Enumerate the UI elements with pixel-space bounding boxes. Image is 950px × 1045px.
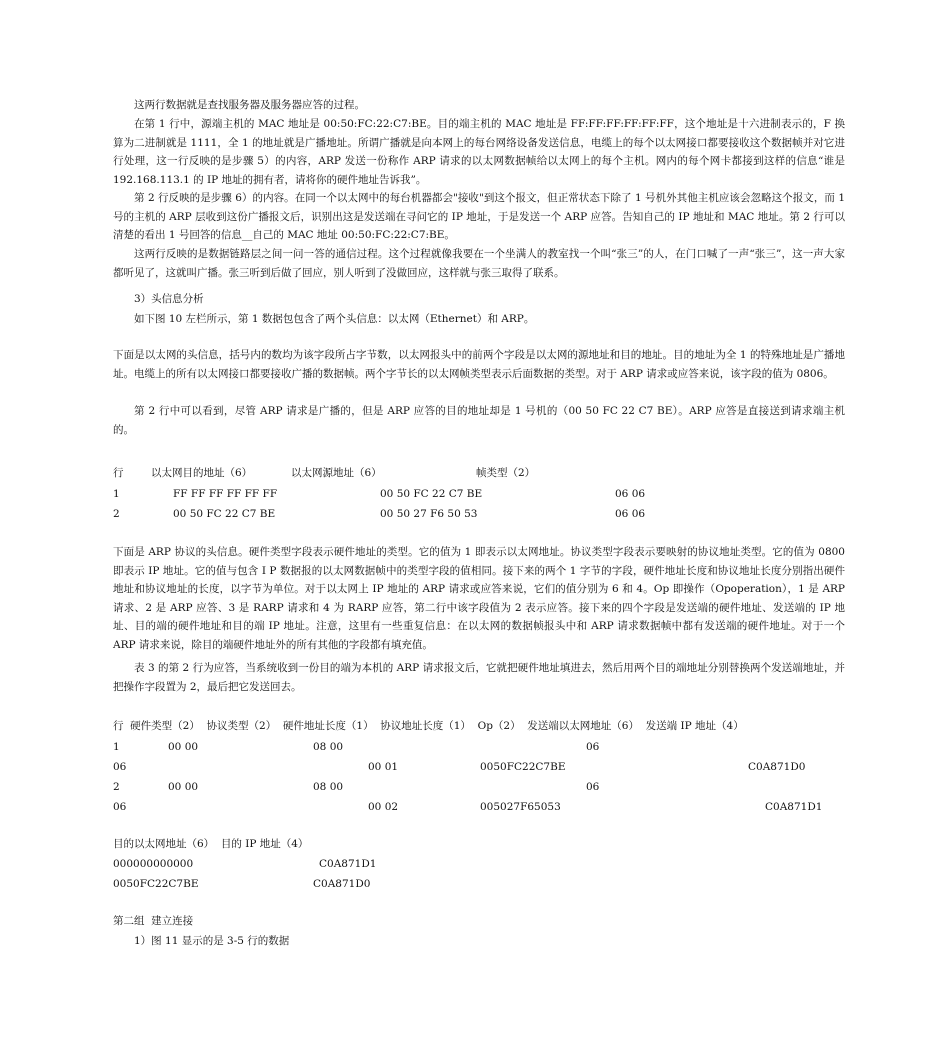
arp-row1-sender-mac: 0050FC22C7BE	[480, 761, 566, 773]
eth-row2-src: 00 50 27 F6 50 53	[380, 508, 478, 520]
target-row2-ip: C0A871D0	[313, 878, 371, 890]
eth-row1-src: 00 50 FC 22 C7 BE	[380, 488, 483, 500]
arp-row2-proto-len: 06	[113, 801, 127, 813]
arp-row2-num: 2	[113, 781, 120, 793]
arp-row2-proto-type: 08 00	[313, 781, 344, 793]
eth-row2-num: 2	[113, 508, 120, 520]
eth-row1-dest: FF FF FF FF FF FF	[173, 488, 278, 500]
paragraph-arp-reply-table3: 表 3 的第 2 行为应答，当系统收到一份目的端为本机的 ARP 请求报文后，它就把硬件地址填进去，然后用两个目的端地址分别替换两个发送端地址，并把操作字段置为 2，最后把它发送回去。	[113, 662, 845, 693]
paragraph-analogy: 这两行反映的是数据链路层之间一问一答的通信过程。这个过程就像我要在一个坐满人的教室找一个叫“张三”的人，在门口喊了一声“张三”，这一声大家都听见了，这就叫广播。张三听到后做了回应，别人听到了没做回应，这样就与张三取得了联系。	[113, 248, 845, 279]
arp-row2-hw-type: 00 00	[168, 781, 199, 793]
arp-row1-proto-type: 08 00	[313, 741, 344, 753]
paragraph-figure10: 如下图 10 左栏所示，第 1 数据包包含了两个头信息：以太网（Ethernet）和 ARP。	[134, 313, 535, 325]
arp-row2-hw-len: 06	[586, 781, 600, 793]
arp-row2-op: 00 02	[368, 801, 399, 813]
eth-row2-type: 06 06	[615, 508, 646, 520]
paragraph-intro: 这两行数据就是查找服务器及服务器应答的过程。	[134, 99, 365, 111]
paragraph-arp-reply: 第 2 行中可以看到，尽管 ARP 请求是广播的，但是 ARP 应答的目的地址却是 1 号机的（00 50 FC 22 C7 BE）。ARP 应答是直接送到请求端主机的。	[113, 405, 845, 436]
arp-row2-sender-mac: 005027F65053	[480, 801, 561, 813]
target-row2-mac: 0050FC22C7BE	[113, 878, 199, 890]
eth-col-type: 帧类型（2）	[476, 467, 536, 479]
list-item-figure11: 1）图 11 显示的是 3-5 行的数据	[134, 935, 290, 947]
arp-row1-hw-len: 06	[586, 741, 600, 753]
eth-col-dest: 以太网目的地址（6）	[151, 467, 253, 479]
arp-row2-sender-ip: C0A871D1	[765, 801, 823, 813]
arp-row1-num: 1	[113, 741, 120, 753]
section-heading-connection: 第二组 建立连接	[113, 915, 194, 927]
paragraph-ethernet-header: 下面是以太网的头信息，括号内的数均为该字段所占字节数，以太网报头中的前两个字段是以太网的源地址和目的地址。目的地址为全 1 的特殊地址是广播地址。电缆上的所有以太网接口都要接收广播的数据帧。两个字节长的以太网帧类型表示后面数据的类型。对于 ARP 请求或应答来说，该字段的值为 0806。	[113, 349, 845, 380]
arp-table-header: 行 硬件类型（2） 协议类型（2） 硬件地址长度（1） 协议地址长度（1） Op（2） 发送端以太网地址（6） 发送端 IP 地址（4）	[113, 720, 744, 732]
arp-row1-hw-type: 00 00	[168, 741, 199, 753]
eth-row2-dest: 00 50 FC 22 C7 BE	[173, 508, 276, 520]
eth-row1-type: 06 06	[615, 488, 646, 500]
subheading-header-analysis: 3）头信息分析	[134, 293, 204, 305]
paragraph-line1-analysis: 在第 1 行中，源端主机的 MAC 地址是 00:50:FC:22:C7:BE。目的端主机的 MAC 地址是 FF:FF:FF:FF:FF:FF，这个地址是十六进制表示的，F 换算为二进制就是 1111，全 1 的地址就是广播地址。所谓广播就是向本网上的每台网络设备发送信息，电缆上的每个以太网接口都要接收这个数据帧并对它进行处理，这一行反映的是步骤 5）的内容，ARP 发送一份称作 ARP 请求的以太网数据帧给以太网上的每个主机。网内的每个网卡都接到这样的信息“谁是 192.168.113.1 的 IP 地址的拥有者，请将你的硬件地址告诉我”。	[113, 118, 845, 186]
arp-row1-op: 00 01	[368, 761, 399, 773]
arp-row1-proto-len: 06	[113, 761, 127, 773]
paragraph-line2-analysis: 第 2 行反映的是步骤 6）的内容。在同一个以太网中的每台机器都会"接收"到这个报文，但正常状态下除了 1 号机外其他主机应该会忽略这个报文，而 1 号的主机的 ARP 层收到这份广播报文后，识别出这是发送端在寻问它的 IP 地址，于是发送一个 ARP 应答。告知自己的 IP 地址和 MAC 地址。第 2 行可以清楚的看出 1 号回答的信息__自己的 MAC 地址 00:50:FC:22:C7:BE。	[113, 192, 845, 241]
target-row1-ip: C0A871D1	[319, 858, 377, 870]
eth-col-row: 行	[113, 467, 124, 479]
target-table-header: 目的以太网地址（6） 目的 IP 地址（4）	[113, 838, 309, 850]
eth-col-src: 以太网源地址（6）	[291, 467, 382, 479]
target-row1-mac: 000000000000	[113, 858, 194, 870]
arp-row1-sender-ip: C0A871D0	[748, 761, 806, 773]
paragraph-arp-header: 下面是 ARP 协议的头信息。硬件类型字段表示硬件地址的类型。它的值为 1 即表示以太网地址。协议类型字段表示要映射的协议地址类型。它的值为 0800 即表示 IP 地址。它的值与包含 I P 数据报的以太网数据帧中的类型字段的值相同。接下来的两个 1 字节的字段，硬件地址长度和协议地址长度分别指出硬件地址和协议地址的长度，以字节为单位。对于以太网上 IP 地址的 ARP 请求或应答来说，它们的值分别为 6 和 4。Op 即操作（Opoperation），1 是 ARP 请求、2 是 ARP 应答、3 是 RARP 请求和 4 为 RARP 应答，第二行中该字段值为 2 表示应答。接下来的四个字段是发送端的硬件地址、发送端的 IP 地址、目的端的硬件地址和目的端 IP 地址。注意，这里有一些重复信息：在以太网的数据帧报头中和 ARP 请求数据帧中都有发送端的硬件地址。对于一个 ARP 请求来说，除目的端硬件地址外的所有其他的字段都有填充值。	[113, 546, 845, 651]
eth-row1-num: 1	[113, 488, 120, 500]
